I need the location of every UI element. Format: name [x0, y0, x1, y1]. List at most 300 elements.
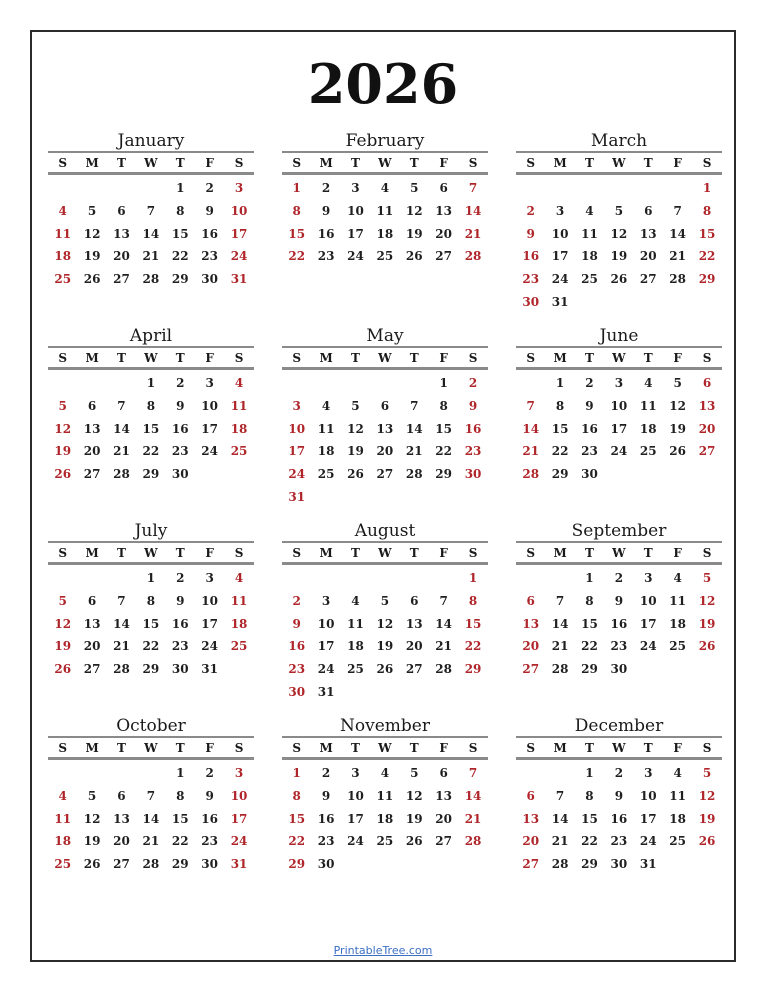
weekday-header: W [378, 350, 392, 365]
week-row [48, 463, 254, 486]
weekday-header-row [48, 541, 254, 565]
weekday-header: M [85, 545, 99, 560]
day-cell: 17 [230, 811, 248, 826]
day-cell: 27 [698, 444, 716, 459]
day-cell: 22 [171, 249, 189, 264]
day-cell: 26 [698, 834, 716, 849]
day-cell: 24 [201, 444, 218, 459]
day-cell: 20 [376, 444, 394, 459]
day-cell: 20 [405, 639, 423, 654]
day-cell: 11 [347, 616, 364, 631]
day-cell: 17 [639, 616, 657, 631]
day-cell: 4 [585, 204, 594, 219]
day-cell: 13 [376, 421, 394, 436]
day-cell: 5 [58, 399, 67, 414]
weekday-header: T [351, 350, 360, 365]
weekday-header: T [643, 350, 653, 365]
day-cell: 26 [54, 467, 72, 482]
day-cell: 27 [522, 662, 540, 677]
day-cell: 15 [551, 421, 569, 436]
day-cell: 4 [351, 594, 360, 609]
day-cell: 1 [292, 181, 301, 196]
weeks [516, 567, 722, 703]
day-cell: 19 [54, 444, 72, 459]
week-row [516, 830, 722, 853]
day-cell: 31 [288, 489, 306, 504]
day-cell: 8 [585, 594, 594, 609]
weekday-header: W [144, 350, 158, 365]
day-cell: 21 [113, 639, 130, 654]
day-cell: 6 [644, 204, 653, 219]
day-cell: 29 [581, 662, 598, 677]
week-row [516, 612, 722, 635]
day-cell: 2 [468, 376, 478, 391]
month-april [48, 326, 254, 508]
weekday-header: F [439, 545, 448, 560]
weekday-header: T [585, 350, 594, 365]
day-cell: 21 [405, 444, 423, 459]
weekday-header-row [516, 541, 722, 565]
day-cell: 29 [464, 662, 482, 677]
weekday-header: S [526, 740, 536, 755]
day-cell: 1 [555, 376, 565, 391]
day-cell: 4 [58, 789, 67, 804]
weekday-header: S [526, 350, 536, 365]
day-cell: 9 [176, 594, 185, 609]
day-cell: 27 [522, 857, 540, 872]
day-cell: 1 [468, 571, 478, 586]
day-cell: 28 [551, 662, 569, 677]
day-cell: 22 [142, 444, 160, 459]
week-row [282, 417, 488, 440]
weekday-header: T [117, 740, 126, 755]
week-row [48, 658, 254, 681]
day-cell: 28 [142, 272, 160, 287]
week-row [516, 658, 722, 681]
day-cell: 3 [351, 181, 360, 196]
weeks [516, 177, 722, 313]
day-cell: 12 [610, 226, 628, 241]
day-cell: 26 [347, 467, 364, 482]
weekday-header-row [48, 151, 254, 175]
day-cell: 31 [201, 662, 218, 677]
day-cell: 18 [230, 421, 248, 436]
day-cell: 14 [522, 421, 540, 436]
day-cell: 26 [376, 662, 394, 677]
weekday-header: T [175, 545, 185, 560]
day-cell: 12 [54, 616, 72, 631]
day-cell: 29 [171, 272, 189, 287]
day-cell: 4 [380, 181, 390, 196]
week-row [516, 485, 722, 508]
day-cell: 20 [83, 444, 101, 459]
weeks [516, 372, 722, 508]
week-row [48, 245, 254, 268]
day-cell: 3 [205, 376, 214, 391]
day-cell: 12 [347, 421, 364, 436]
week-row [516, 200, 722, 223]
week-row [282, 372, 488, 395]
day-cell: 15 [142, 616, 160, 631]
weekday-header: F [439, 350, 448, 365]
day-cell: 10 [230, 789, 248, 804]
day-cell: 16 [464, 421, 482, 436]
day-cell: 30 [581, 467, 598, 482]
weekday-header: F [673, 155, 682, 170]
weekday-header: S [468, 740, 478, 755]
day-cell: 25 [54, 272, 72, 287]
week-row [282, 485, 488, 508]
day-cell: 30 [522, 294, 540, 309]
day-cell: 22 [142, 639, 160, 654]
week-row [282, 200, 488, 223]
day-cell: 29 [698, 272, 716, 287]
month-may [282, 326, 488, 508]
day-cell: 18 [54, 834, 72, 849]
week-row [48, 590, 254, 613]
weekday-header: T [175, 350, 185, 365]
week-row [48, 612, 254, 635]
day-cell: 23 [610, 639, 628, 654]
day-cell: 11 [230, 594, 248, 609]
day-cell: 4 [234, 571, 244, 586]
day-cell: 18 [376, 811, 394, 826]
day-cell: 8 [439, 399, 448, 414]
day-cell: 6 [380, 399, 390, 414]
weekday-header: S [292, 740, 302, 755]
day-cell: 7 [468, 181, 478, 196]
day-cell: 6 [87, 399, 97, 414]
weekday-header: T [585, 740, 594, 755]
day-cell: 9 [526, 226, 535, 241]
month-name: September [571, 521, 667, 541]
weekday-header: T [351, 740, 360, 755]
day-cell: 24 [639, 639, 657, 654]
weeks [282, 567, 488, 703]
week-row [282, 807, 488, 830]
day-cell: 2 [321, 766, 331, 781]
day-cell: 5 [410, 766, 419, 781]
day-cell: 20 [113, 249, 130, 264]
week-row [48, 200, 254, 223]
week-row [516, 372, 722, 395]
day-cell: 28 [669, 272, 686, 287]
day-cell: 14 [405, 421, 423, 436]
day-cell: 20 [522, 834, 540, 849]
day-cell: 20 [639, 249, 657, 264]
day-cell: 14 [551, 616, 569, 631]
day-cell: 12 [669, 399, 686, 414]
weekday-header: S [702, 155, 712, 170]
day-cell: 17 [317, 639, 335, 654]
week-row [48, 417, 254, 440]
day-cell: 8 [176, 789, 185, 804]
week-row [48, 440, 254, 463]
weekday-header-row [282, 151, 488, 175]
day-cell: 9 [292, 616, 301, 631]
day-cell: 20 [698, 421, 716, 436]
day-cell: 24 [639, 834, 657, 849]
weekday-header: T [409, 740, 419, 755]
week-row [282, 635, 488, 658]
weekday-header: W [612, 350, 626, 365]
day-cell: 29 [288, 857, 306, 872]
week-row [282, 762, 488, 785]
weekday-header: W [612, 545, 626, 560]
weekday-header: T [117, 350, 126, 365]
weekday-header: W [378, 545, 392, 560]
day-cell: 20 [435, 811, 452, 826]
day-cell: 17 [230, 226, 248, 241]
weekday-header: S [58, 545, 68, 560]
day-cell: 23 [317, 834, 335, 849]
day-cell: 15 [288, 811, 306, 826]
day-cell: 17 [347, 811, 364, 826]
week-row [282, 268, 488, 291]
day-cell: 24 [551, 272, 569, 287]
day-cell: 31 [230, 272, 248, 287]
weekday-header: W [612, 155, 626, 170]
day-cell: 2 [292, 594, 301, 609]
day-cell: 19 [83, 249, 101, 264]
weekday-header: T [643, 545, 653, 560]
day-cell: 30 [171, 662, 189, 677]
day-cell: 27 [376, 467, 394, 482]
day-cell: 17 [610, 421, 628, 436]
day-cell: 16 [581, 421, 598, 436]
weekday-header: T [351, 155, 360, 170]
day-cell: 28 [464, 249, 482, 264]
day-cell: 22 [288, 834, 306, 849]
weekday-header: M [319, 545, 333, 560]
day-cell: 18 [317, 444, 335, 459]
weekday-header: M [319, 155, 333, 170]
week-row [516, 463, 722, 486]
weekday-header: M [85, 350, 99, 365]
day-cell: 8 [292, 789, 301, 804]
day-cell: 26 [669, 444, 686, 459]
day-cell: 19 [669, 421, 686, 436]
day-cell: 16 [610, 616, 628, 631]
day-cell: 13 [113, 811, 130, 826]
weekday-header: M [319, 740, 333, 755]
week-row [516, 177, 722, 200]
day-cell: 11 [669, 789, 686, 804]
day-cell: 26 [83, 857, 101, 872]
day-cell: 19 [83, 834, 101, 849]
day-cell: 10 [201, 594, 218, 609]
day-cell: 15 [464, 616, 482, 631]
day-cell: 12 [83, 226, 101, 241]
day-cell: 21 [464, 811, 482, 826]
day-cell: 5 [410, 181, 419, 196]
day-cell: 29 [142, 662, 160, 677]
day-cell: 13 [83, 421, 101, 436]
weekday-header: W [144, 155, 158, 170]
day-cell: 4 [673, 571, 682, 586]
day-cell: 25 [639, 444, 657, 459]
day-cell: 6 [702, 376, 712, 391]
weekday-header: S [468, 155, 478, 170]
weekday-header: S [234, 740, 244, 755]
weekday-header: S [468, 350, 478, 365]
weekday-header: W [144, 740, 158, 755]
day-cell: 19 [54, 639, 72, 654]
day-cell: 17 [347, 226, 364, 241]
month-name: October [116, 716, 186, 736]
week-row [48, 395, 254, 418]
day-cell: 31 [551, 294, 569, 309]
week-row [282, 245, 488, 268]
day-cell: 16 [171, 421, 189, 436]
week-row [516, 875, 722, 898]
day-cell: 22 [698, 249, 716, 264]
day-cell: 26 [54, 662, 72, 677]
day-cell: 31 [639, 857, 657, 872]
day-cell: 6 [410, 594, 419, 609]
day-cell: 8 [702, 204, 712, 219]
day-cell: 27 [405, 662, 423, 677]
day-cell: 13 [435, 789, 452, 804]
day-cell: 30 [201, 857, 218, 872]
day-cell: 11 [376, 204, 394, 219]
week-row [282, 612, 488, 635]
weekday-header-row [48, 736, 254, 760]
day-cell: 29 [142, 467, 160, 482]
day-cell: 3 [234, 766, 244, 781]
weekday-header: M [553, 350, 567, 365]
day-cell: 23 [171, 444, 189, 459]
day-cell: 19 [698, 616, 716, 631]
day-cell: 5 [380, 594, 390, 609]
day-cell: 27 [639, 272, 657, 287]
weekday-header: T [409, 350, 419, 365]
week-row [48, 680, 254, 703]
week-row [516, 785, 722, 808]
day-cell: 21 [522, 444, 540, 459]
day-cell: 7 [146, 204, 156, 219]
weekday-header-row [282, 346, 488, 370]
day-cell: 31 [317, 684, 335, 699]
day-cell: 19 [610, 249, 628, 264]
weekday-header: W [612, 740, 626, 755]
day-cell: 30 [201, 272, 218, 287]
week-row [282, 395, 488, 418]
day-cell: 14 [464, 204, 482, 219]
day-cell: 24 [288, 467, 306, 482]
day-cell: 16 [317, 226, 335, 241]
day-cell: 15 [581, 616, 598, 631]
week-row [282, 680, 488, 703]
weekday-header: S [234, 545, 244, 560]
day-cell: 24 [347, 834, 364, 849]
weekday-header: M [553, 740, 567, 755]
weekday-header: M [553, 155, 567, 170]
day-cell: 25 [230, 639, 248, 654]
day-cell: 26 [83, 272, 101, 287]
day-cell: 17 [201, 421, 218, 436]
day-cell: 9 [585, 399, 594, 414]
day-cell: 10 [230, 204, 248, 219]
weekday-header-row [282, 541, 488, 565]
month-december [516, 716, 722, 898]
day-cell: 22 [171, 834, 189, 849]
week-row [48, 830, 254, 853]
day-cell: 14 [113, 616, 130, 631]
day-cell: 5 [702, 766, 712, 781]
day-cell: 20 [522, 639, 540, 654]
month-november [282, 716, 488, 898]
day-cell: 21 [464, 226, 482, 241]
weekday-header: W [378, 155, 392, 170]
day-cell: 21 [551, 639, 569, 654]
weekday-header: S [526, 155, 536, 170]
week-row [516, 807, 722, 830]
day-cell: 5 [351, 399, 360, 414]
weekday-header: S [526, 545, 536, 560]
day-cell: 15 [171, 811, 189, 826]
day-cell: 16 [317, 811, 335, 826]
weekday-header: T [409, 155, 419, 170]
day-cell: 18 [639, 421, 657, 436]
weeks [282, 372, 488, 508]
printabletree-link[interactable]: PrintableTree.com [333, 944, 433, 957]
month-june [516, 326, 722, 508]
day-cell: 27 [435, 834, 452, 849]
week-row [282, 177, 488, 200]
week-row [516, 417, 722, 440]
day-cell: 13 [83, 616, 101, 631]
day-cell: 15 [435, 421, 452, 436]
day-cell: 18 [347, 639, 364, 654]
day-cell: 11 [581, 226, 598, 241]
day-cell: 11 [54, 226, 72, 241]
day-cell: 22 [464, 639, 482, 654]
day-cell: 12 [698, 789, 716, 804]
week-row [282, 785, 488, 808]
day-cell: 24 [230, 249, 248, 264]
day-cell: 26 [405, 834, 423, 849]
day-cell: 1 [176, 181, 185, 196]
day-cell: 2 [321, 181, 331, 196]
week-row [48, 635, 254, 658]
weekday-header: S [702, 740, 712, 755]
day-cell: 22 [581, 639, 598, 654]
week-row [282, 853, 488, 876]
day-cell: 19 [347, 444, 364, 459]
week-row [282, 440, 488, 463]
day-cell: 24 [201, 639, 218, 654]
weekday-header: M [85, 155, 99, 170]
weeks [48, 372, 254, 508]
day-cell: 8 [176, 204, 185, 219]
weekday-header: T [643, 155, 653, 170]
day-cell: 7 [117, 399, 126, 414]
weekday-header: T [117, 545, 126, 560]
day-cell: 30 [288, 684, 306, 699]
day-cell: 14 [669, 226, 686, 241]
day-cell: 28 [142, 857, 160, 872]
day-cell: 18 [54, 249, 72, 264]
day-cell: 19 [698, 811, 716, 826]
day-cell: 27 [113, 272, 130, 287]
day-cell: 15 [171, 226, 189, 241]
day-cell: 22 [288, 249, 306, 264]
week-row [516, 590, 722, 613]
weekday-header-row [516, 736, 722, 760]
day-cell: 27 [435, 249, 452, 264]
weekday-header-row [516, 346, 722, 370]
